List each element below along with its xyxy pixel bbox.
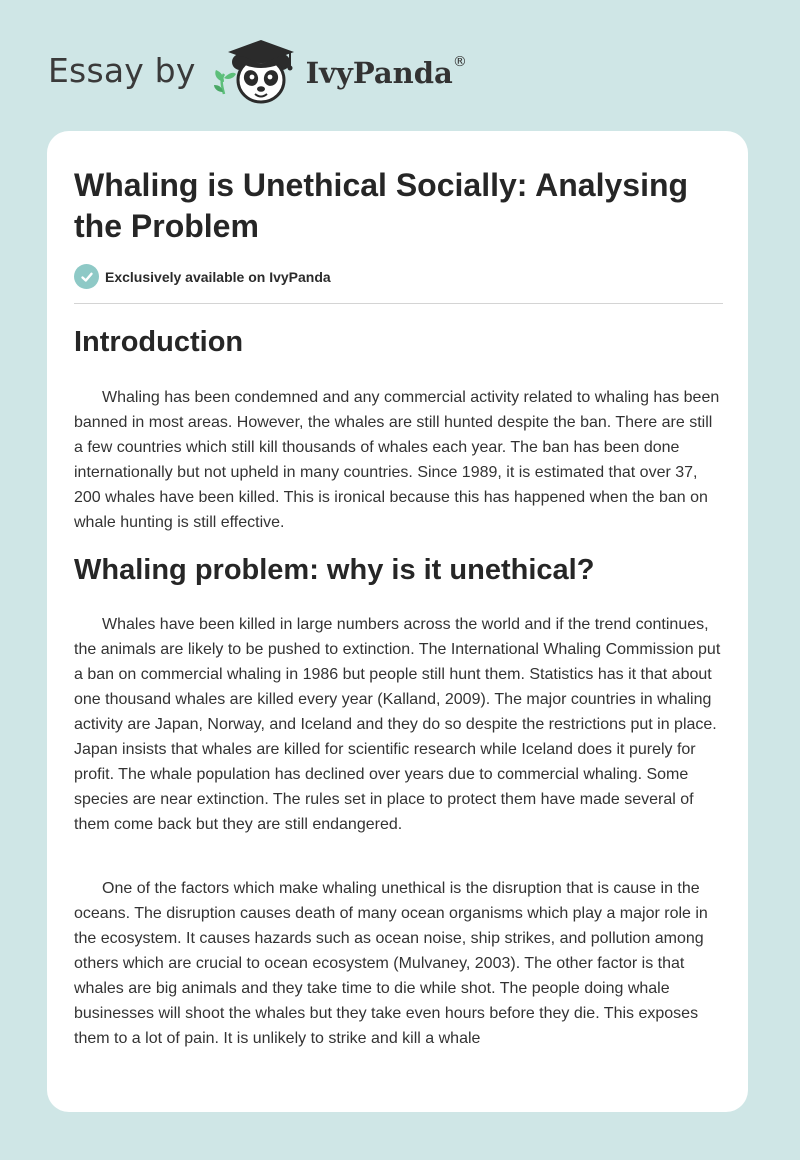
trademark-symbol: ® xyxy=(452,54,467,70)
panda-logo-icon[interactable] xyxy=(210,36,302,108)
section-heading-whaling-problem: Whaling problem: why is it unethical? xyxy=(74,554,595,586)
paragraph: Whales have been killed in large numbers across the world and if the trend continues, the animals are likely to be pushed to extinction. The International Whaling Commission put a ban on commercial whaling in 1986 but people still hunt them. Statistics has it that about one thousand whales are killed every year (Kalland, 2009). The major countries in whaling activity are Japan, Norway, and Iceland and they do so despite the restrictions put in place. Japan insists that whales are killed for scientific research while Iceland does it purely for profit. The whale population has declined over years due to commercial whaling. Some species are near extinction. The rules set in place to protect them have made several of them come back but they are still endangered. xyxy=(74,616,721,833)
exclusive-badge xyxy=(74,264,331,289)
title-divider xyxy=(74,303,723,304)
essay-card xyxy=(47,131,748,1112)
paragraph: Whaling has been condemned and any commercial activity related to whaling has been banned in most areas. However, the whales are still hunted despite the ban. There are still a few countries which still kill thousands of whales each year. The ban has been done internationally but not upheld in many countries. Since 1989, it is estimated that over 37, 200 whales have been killed. This is ironical because this has happened when the ban on whale hunting is still effective. xyxy=(74,389,720,531)
paragraph: One of the factors which make whaling unethical is the disruption that is cause in the oceans. The disruption causes death of many ocean organisms which play a major role in the ecosystem. It causes hazards such as ocean noise, ship strikes, and pollution among others which are crucial to ocean ecosystem (Mulvaney, 2003). The other factor is that whales are big animals and they take time to die while shot. The people doing whale businesses will shoot the whales but they take even hours before they die. This exposes them to a lot of pain. It is unlikely to strike and kill a whale xyxy=(74,880,708,1047)
checkmark-icon xyxy=(74,264,99,289)
exclusive-badge-label: Exclusively available on IvyPanda xyxy=(105,268,331,285)
essay-title: Whaling is Unethical Socially: Analysing the Problem xyxy=(74,167,689,244)
site-header xyxy=(48,36,467,108)
brand-name[interactable] xyxy=(306,56,467,90)
section-heading-introduction: Introduction xyxy=(74,326,244,358)
brand-prefix: Essay by xyxy=(48,50,196,90)
brand-name-text: IvyPanda xyxy=(305,56,453,90)
